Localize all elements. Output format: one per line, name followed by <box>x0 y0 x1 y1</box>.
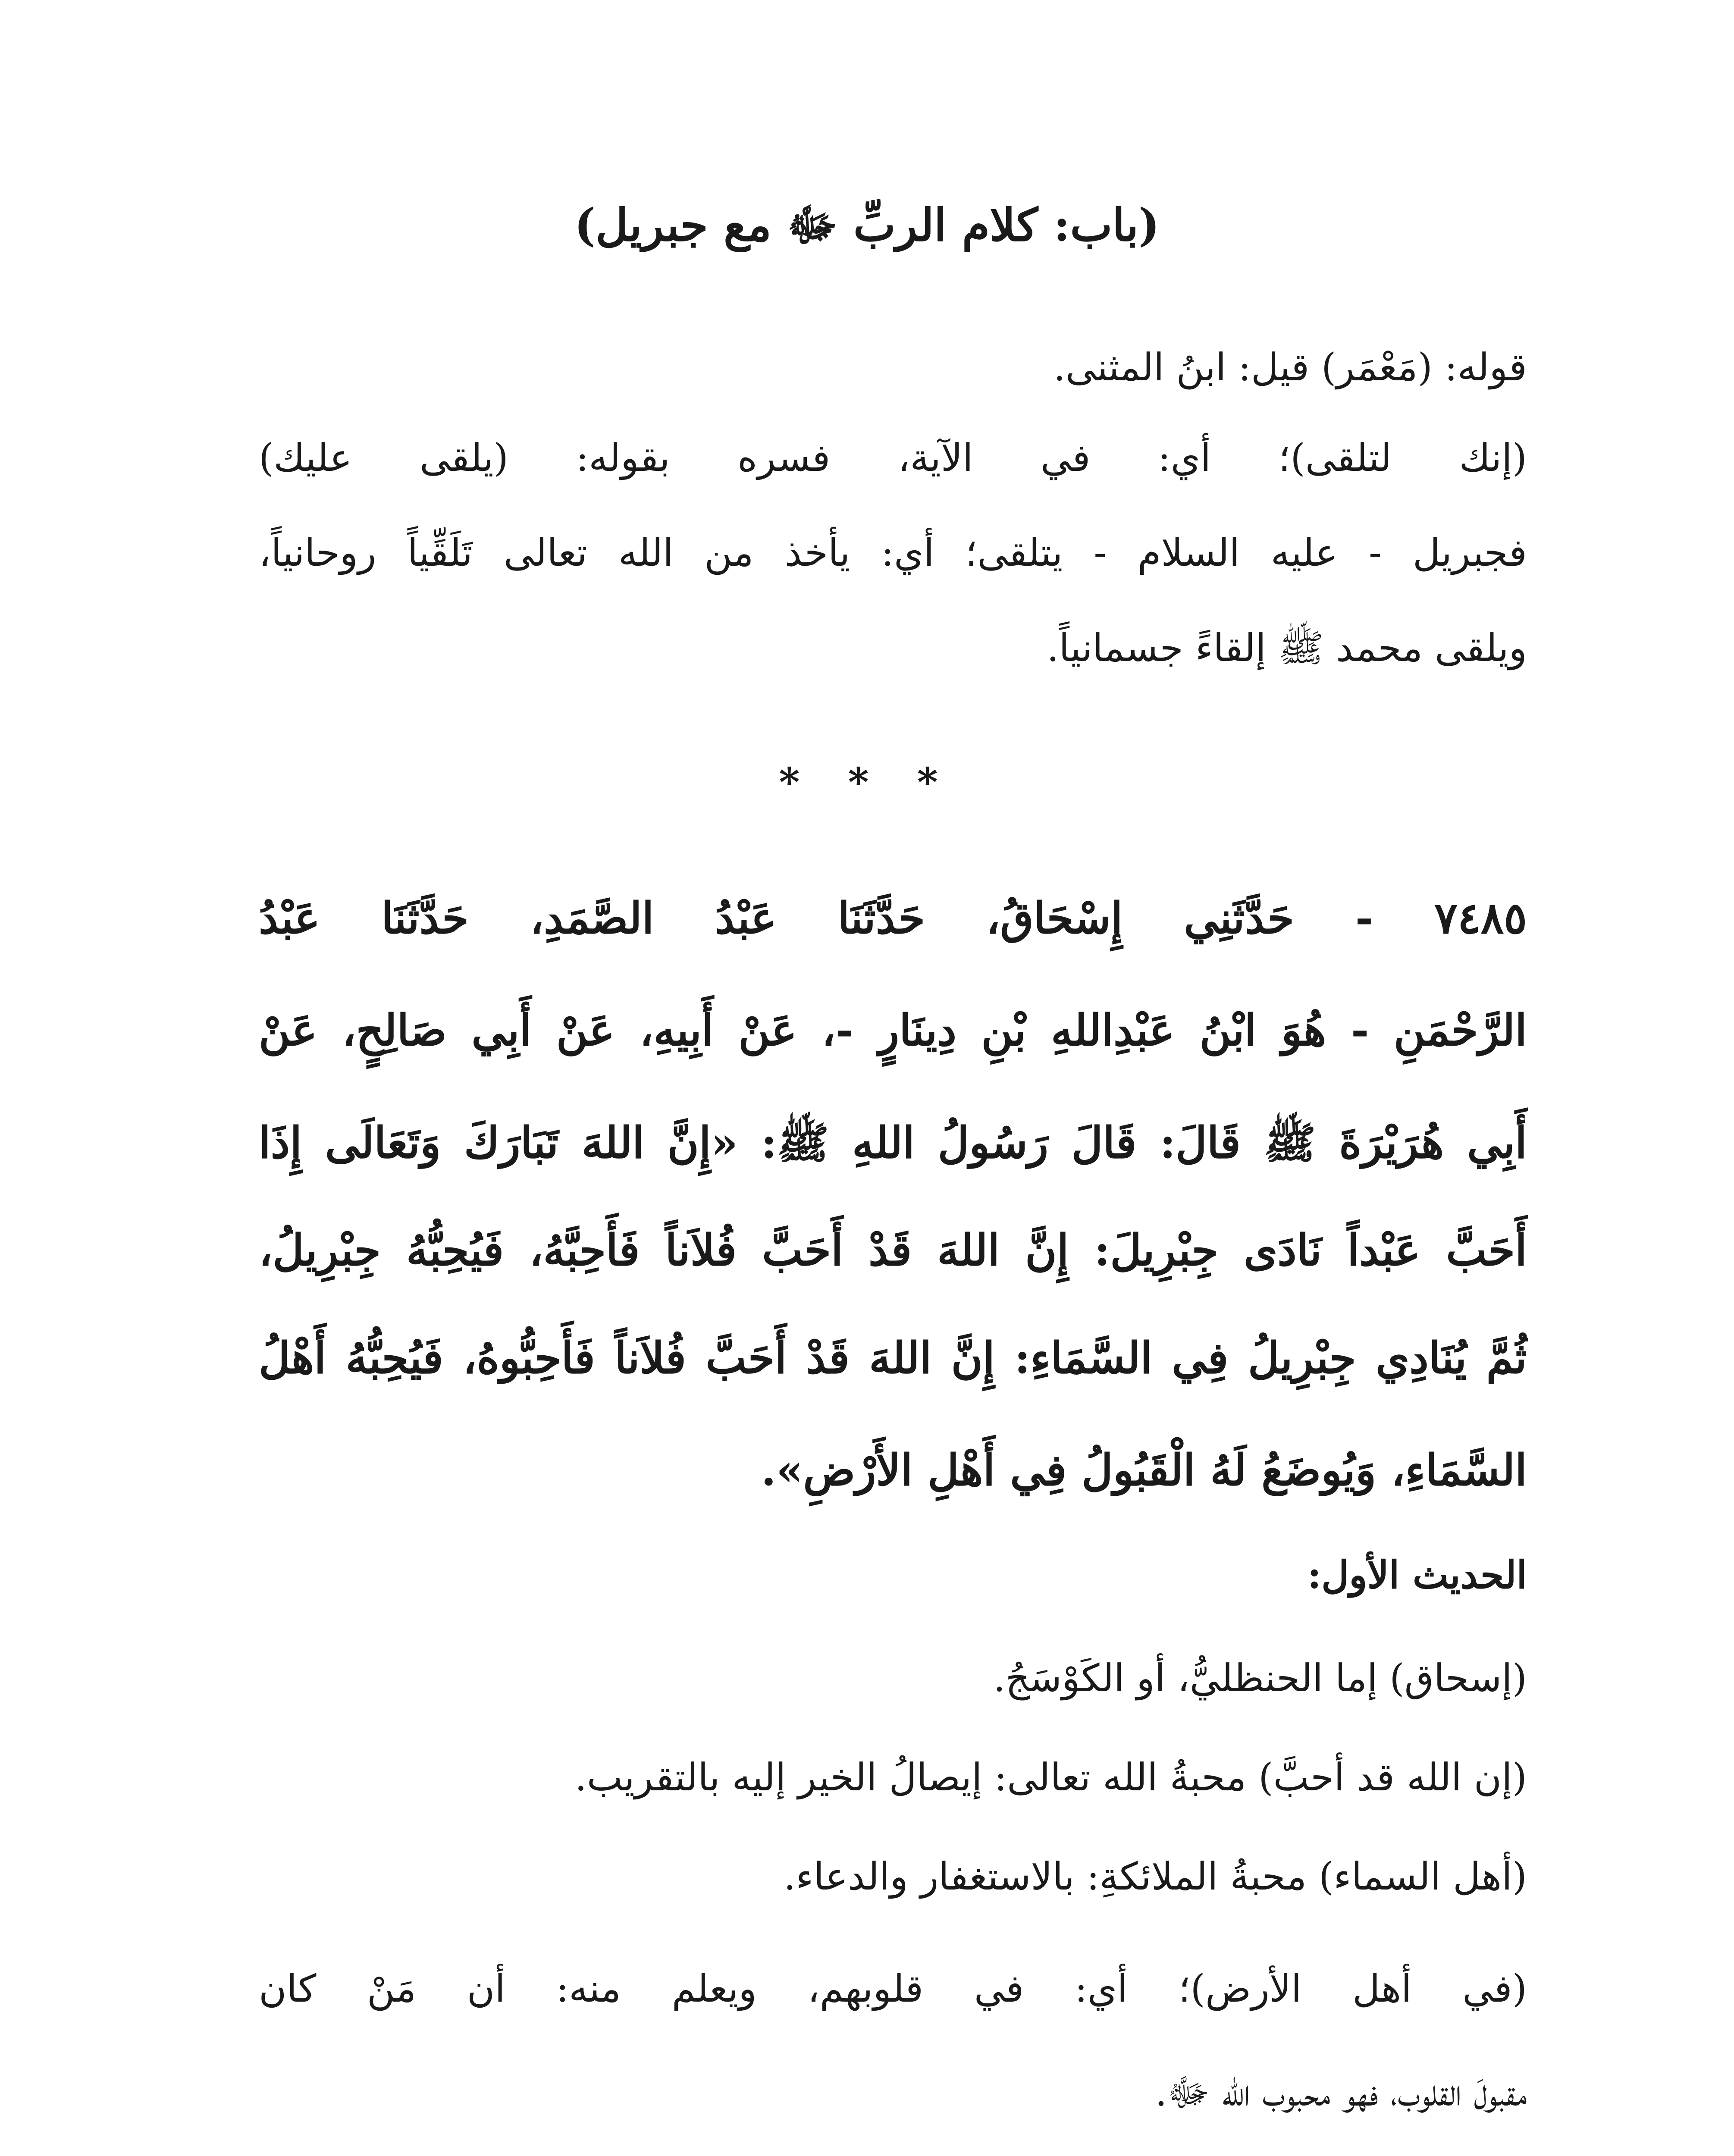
hadith-line-3: أَبِي هُرَيْرَةَ ﷺ قَالَ: قَالَ رَسُولُ اللهِ ﷺ: «إِنَّ اللهَ تَبَارَكَ وَتَعَالَى إِذَا <box>259 1117 1527 1168</box>
hadith-line-1: ٧٤٨٥ - حَدَّثَنِي إِسْحَاقُ، حَدَّثَنَا عَبْدُ الصَّمَدِ، حَدَّثَنَا عَبْدُ <box>259 893 1527 943</box>
hadith-line-6: السَّمَاءِ، وَيُوضَعُ لَهُ الْقَبُولُ فِي أَهْلِ الأَرْضِ». <box>761 1445 1527 1495</box>
commentary-note-4-line-1: (في أهل الأرض)؛ أي: في قلوبهم، ويعلم منه: أن مَنْ كان <box>259 1966 1527 2011</box>
intro-line-4: ويلقى محمد ﷺ إلقاءً جسمانياً. <box>1047 626 1527 670</box>
commentary-note-4-line-2: مقبولَ القلوب، فهو محبوب الله ﷻ. <box>1155 2070 1527 2115</box>
intro-line-3: فجبريل - عليه السلام - يتلقى؛ أي: يأخذ من الله تعالى تَلَقِّياً روحانياً، <box>259 530 1527 575</box>
commentary-note-1: (إسحاق) إما الحنظليُّ، أو الكَوْسَجُ. <box>993 1656 1527 1700</box>
hadith-line-2: الرَّحْمَنِ - هُوَ ابْنُ عَبْدِاللهِ بْنِ دِينَارٍ -، عَنْ أَبِيهِ، عَنْ أَبِي صَالِحٍ، عَنْ <box>259 1005 1527 1056</box>
commentary-note-3: (أهل السماء) محبةُ الملائكةِ: بالاستغفار والدعاء. <box>784 1854 1527 1899</box>
section-separator: * * * <box>779 759 955 805</box>
chapter-title: (باب: كلام الربِّ ﷻ مع جبريل) <box>574 198 1160 251</box>
hadith-line-5: ثُمَّ يُنَادِي جِبْرِيلُ فِي السَّمَاءِ: إِنَّ اللهَ قَدْ أَحَبَّ فُلاَناً فَأَحِبُّوهُ، فَيُحِبُّهُ أَهْلُ <box>259 1332 1527 1383</box>
intro-line-2: (إنك لتلقى)؛ أي: في الآية، فسره بقوله: (يلقى عليك) <box>259 436 1527 480</box>
commentary-heading: الحديث الأول: <box>1307 1552 1527 1597</box>
hadith-line-4: أَحَبَّ عَبْداً نَادَى جِبْرِيلَ: إِنَّ اللهَ قَدْ أَحَبَّ فُلاَناً فَأَحِبَّهُ، فَيُحِبُّهُ جِبْرِيلُ، <box>259 1225 1527 1275</box>
commentary-note-2: (إن الله قد أحبَّ) محبةُ الله تعالى: إيصالُ الخير إليه بالتقريب. <box>574 1755 1527 1799</box>
intro-line-1: قوله: (مَعْمَر) قيل: ابنُ المثنى. <box>1053 345 1527 389</box>
